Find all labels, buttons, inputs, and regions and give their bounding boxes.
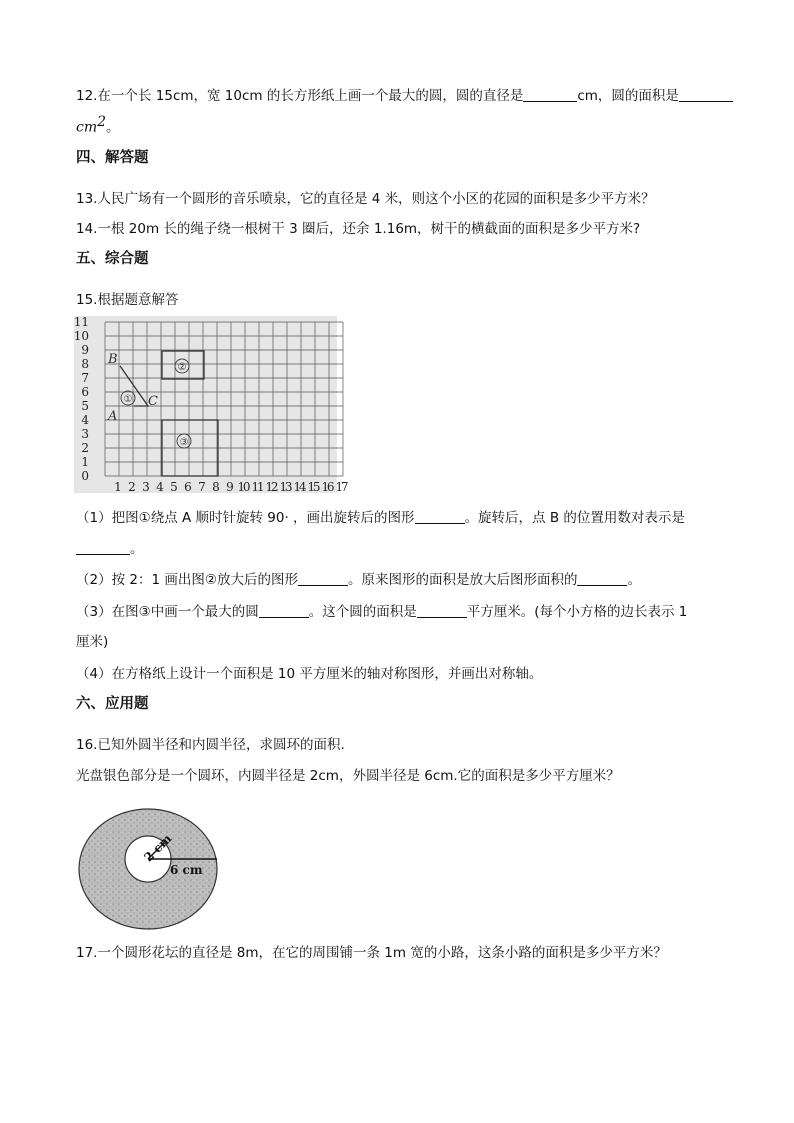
q17-text: 17.一个圆形花坛的直径是 8m，在它的周围铺一条 1m 宽的小路，这条小路的面积是多少平方米？ (76, 945, 667, 961)
y-tick-label: 1 (81, 455, 89, 469)
q15-p2-blank-ratio[interactable] (577, 571, 627, 586)
x-tick-label: 7 (198, 480, 206, 494)
x-tick-label: 6 (184, 480, 192, 494)
x-tick-label: 15 (307, 480, 321, 494)
section-heading-6: 六、应用题 (76, 696, 149, 712)
x-tick-label: 4 (156, 480, 164, 494)
outer-radius-label: 6 cm (170, 863, 203, 877)
q12-blank-area[interactable] (679, 87, 733, 102)
shape1-label: ① (123, 394, 133, 405)
point-c-label: C (148, 394, 158, 409)
q15-p3-text-c: 平方厘米。(每个小方格的边长表示 1 (466, 604, 688, 620)
q15-p3-text-a: （3）在图③中画一个最大的圆 (76, 604, 259, 620)
x-tick-label: 12 (265, 480, 279, 494)
q15-part2 (76, 568, 641, 588)
q12-unit: cm (76, 119, 98, 136)
x-tick-labels (114, 480, 348, 494)
q15-part3-line2: 厘米) (76, 634, 109, 650)
point-b-label: B (108, 352, 118, 367)
grid-background (74, 316, 337, 493)
x-tick-label: 1 (114, 480, 122, 494)
q12-text-a: 12.在一个长 15cm，宽 10cm 的长方形纸上画一个最大的圆，圆的直径是 (76, 88, 524, 104)
y-tick-label: 5 (81, 399, 89, 413)
q15-part4: （4）在方格纸上设计一个面积是 10 平方厘米的轴对称图形，并画出对称轴。 (76, 666, 543, 682)
q15-p1-blank-shape[interactable] (415, 509, 465, 524)
inner-radius-label: 2 cm (141, 831, 175, 865)
q12-unit-exp: 2 (97, 114, 107, 130)
q15-part1-line2 (76, 537, 144, 557)
y-tick-label: 11 (73, 315, 89, 329)
y-tick-label: 3 (81, 427, 89, 441)
x-tick-label: 9 (226, 480, 234, 494)
x-tick-label: 2 (128, 480, 136, 494)
q15-p2-text-c: 。 (627, 572, 641, 588)
shape2-label: ② (177, 362, 187, 373)
q16-title: 16.已知外圆半径和内圆半径，求圆环的面积. (76, 737, 345, 753)
q16-body: 光盘银色部分是一个圆环，内圆半径是 2cm，外圆半径是 6cm.它的面积是多少平方厘米？ (76, 768, 620, 784)
x-tick-label: 10 (237, 480, 251, 494)
q12-blank-diameter[interactable] (523, 87, 577, 102)
y-tick-label: 2 (81, 441, 89, 455)
x-tick-label: 14 (293, 480, 307, 494)
q15-p2-blank-shape[interactable] (298, 571, 348, 586)
q15-p1-text-a: （1）把图①绕点 A 顺时针旋转 90· ，画出旋转后的图形 (76, 510, 415, 526)
disc-svg (76, 807, 220, 931)
x-tick-label: 17 (335, 480, 349, 494)
y-tick-label: 0 (81, 469, 89, 483)
x-tick-label: 13 (279, 480, 293, 494)
q15-part3-line1 (76, 600, 687, 620)
q15-p1-text-c: 。 (130, 541, 144, 557)
q16-disc-figure (76, 807, 220, 931)
q15-p2-text-b: 。原来图形的面积是放大后图形面积的 (347, 572, 578, 588)
q15-p1-blank-pair[interactable] (76, 540, 130, 555)
y-tick-label: 10 (73, 329, 89, 343)
q15-grid-figure (73, 315, 349, 494)
y-tick-label: 8 (81, 357, 89, 371)
x-tick-label: 8 (212, 480, 220, 494)
point-a-label: A (108, 409, 118, 424)
y-tick-label: 6 (81, 385, 89, 399)
x-tick-label: 3 (142, 480, 150, 494)
q12-tail: 。 (106, 119, 120, 136)
x-tick-label: 16 (321, 480, 335, 494)
q15-p2-text-a: （2）按 2：1 画出图②放大后的图形 (76, 572, 298, 588)
q15-part1-line1 (76, 506, 685, 526)
q15-p3-text-b: 。这个圆的面积是 (308, 604, 417, 620)
q15-p1-text-b: 。旋转后，点 B 的位置用数对表示是 (464, 510, 685, 526)
q12-line2 (76, 114, 120, 136)
y-tick-label: 4 (81, 413, 89, 427)
y-tick-label: 7 (81, 371, 89, 385)
q15-p3-blank-circle[interactable] (259, 603, 309, 618)
section-heading-5: 五、综合题 (76, 251, 149, 267)
x-tick-label: 5 (170, 480, 178, 494)
y-tick-label: 9 (81, 343, 89, 357)
q15-p3-blank-area[interactable] (417, 603, 467, 618)
q12-line1 (76, 84, 733, 104)
shape3-label: ③ (179, 437, 189, 448)
q14-text: 14.一根 20m 长的绳子绕一根树干 3 圈后，还余 1.16m，树干的横截面的面积是多少平方米? (76, 221, 641, 237)
q12-text-b: cm，圆的面积是 (577, 88, 679, 104)
q13-text: 13.人民广场有一个圆形的音乐喷泉，它的直径是 4 米，则这个小区的花园的面积是多少平方米？ (76, 191, 655, 207)
section-heading-4: 四、解答题 (76, 150, 149, 166)
x-tick-label: 11 (251, 480, 265, 494)
q15-title: 15.根据题意解答 (76, 292, 179, 308)
grid-svg (73, 315, 349, 494)
